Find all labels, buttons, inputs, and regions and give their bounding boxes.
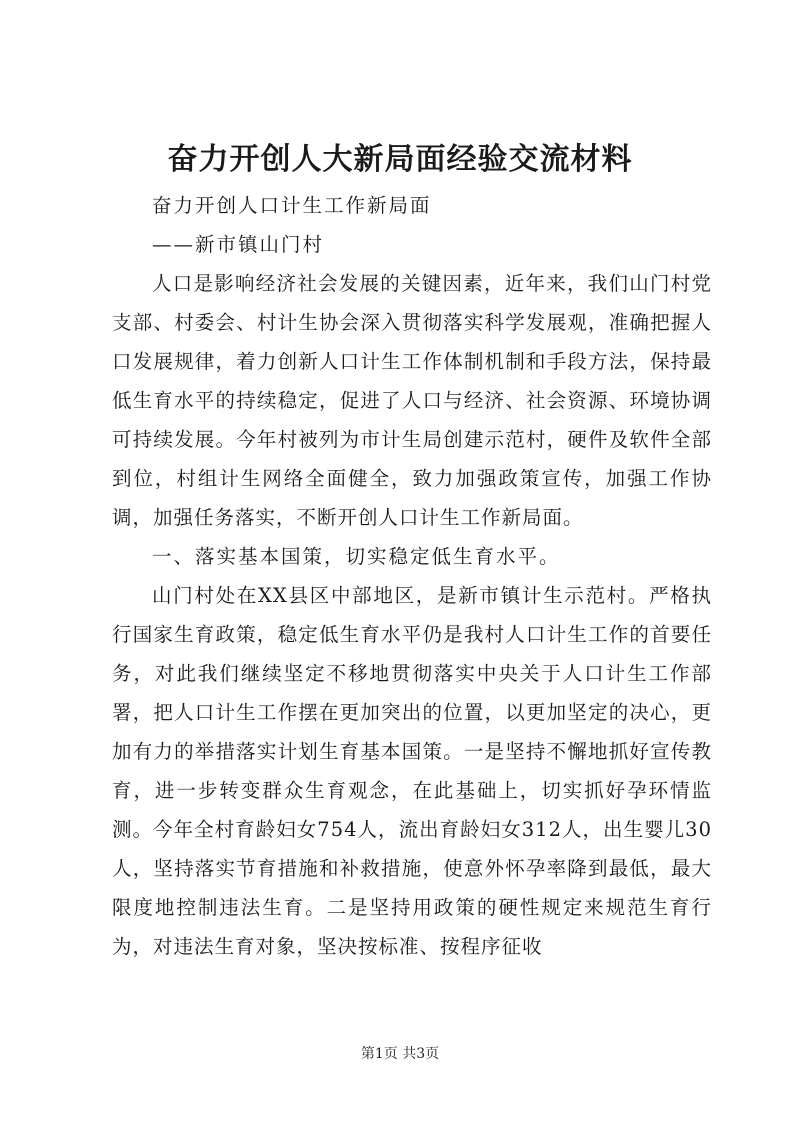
subtitle: 奋力开创人口计生工作新局面 bbox=[152, 194, 432, 217]
page-number-footer: 第1页 共3页 bbox=[360, 1046, 440, 1062]
document-title: 奋力开创人大新局面经验交流材料 bbox=[167, 142, 633, 177]
subtitle-author: ——新市镇山门村 bbox=[152, 233, 325, 256]
paragraph-intro: 人口是影响经济社会发展的关键因素，近年来，我们山门村党支部、村委会、村计生协会深入贯彻落实科学发展观，准确把握人口发展规律，着力创新人口计生工作体制机制和手段方法，保持最低生育水平的持续稳定，促进了人口与经济、社会资源、环境协调可持续发展。今年村被列为市计生局创建示范村，硬件及软件全部到位，村组计生网络全面健全，致力加强政策宣传，加强工作协调，加强任务落实，不断开创人口计生工作新局面。 bbox=[112, 272, 712, 529]
document-body bbox=[112, 186, 712, 966]
section-heading-1: 一、落实基本国策，切实稳定低生育水平。 bbox=[152, 545, 561, 568]
paragraph-section-1: 山门村处在XX县区中部地区，是新市镇计生示范村。严格执行国家生育政策，稳定低生育水平仍是我村人口计生工作的首要任务，对此我们继续坚定不移地贯彻落实中央关于人口计生工作部署，把人口计生工作摆在更加突出的位置，以更加坚定的决心，更加有力的举措落实计划生育基本国策。一是坚持不懈地抓好宣传教育，进一步转变群众生育观念，在此基础上，切实抓好孕环情监测。今年全村育龄妇女754人，流出育龄妇女312人，出生婴儿30人，坚持落实节育措施和补救措施，使意外怀孕率降到最低，最大限度地控制违法生育。二是坚持用政策的硬性规定来规范生育行为，对违法生育对象，坚决按标准、按程序征收 bbox=[112, 584, 712, 958]
